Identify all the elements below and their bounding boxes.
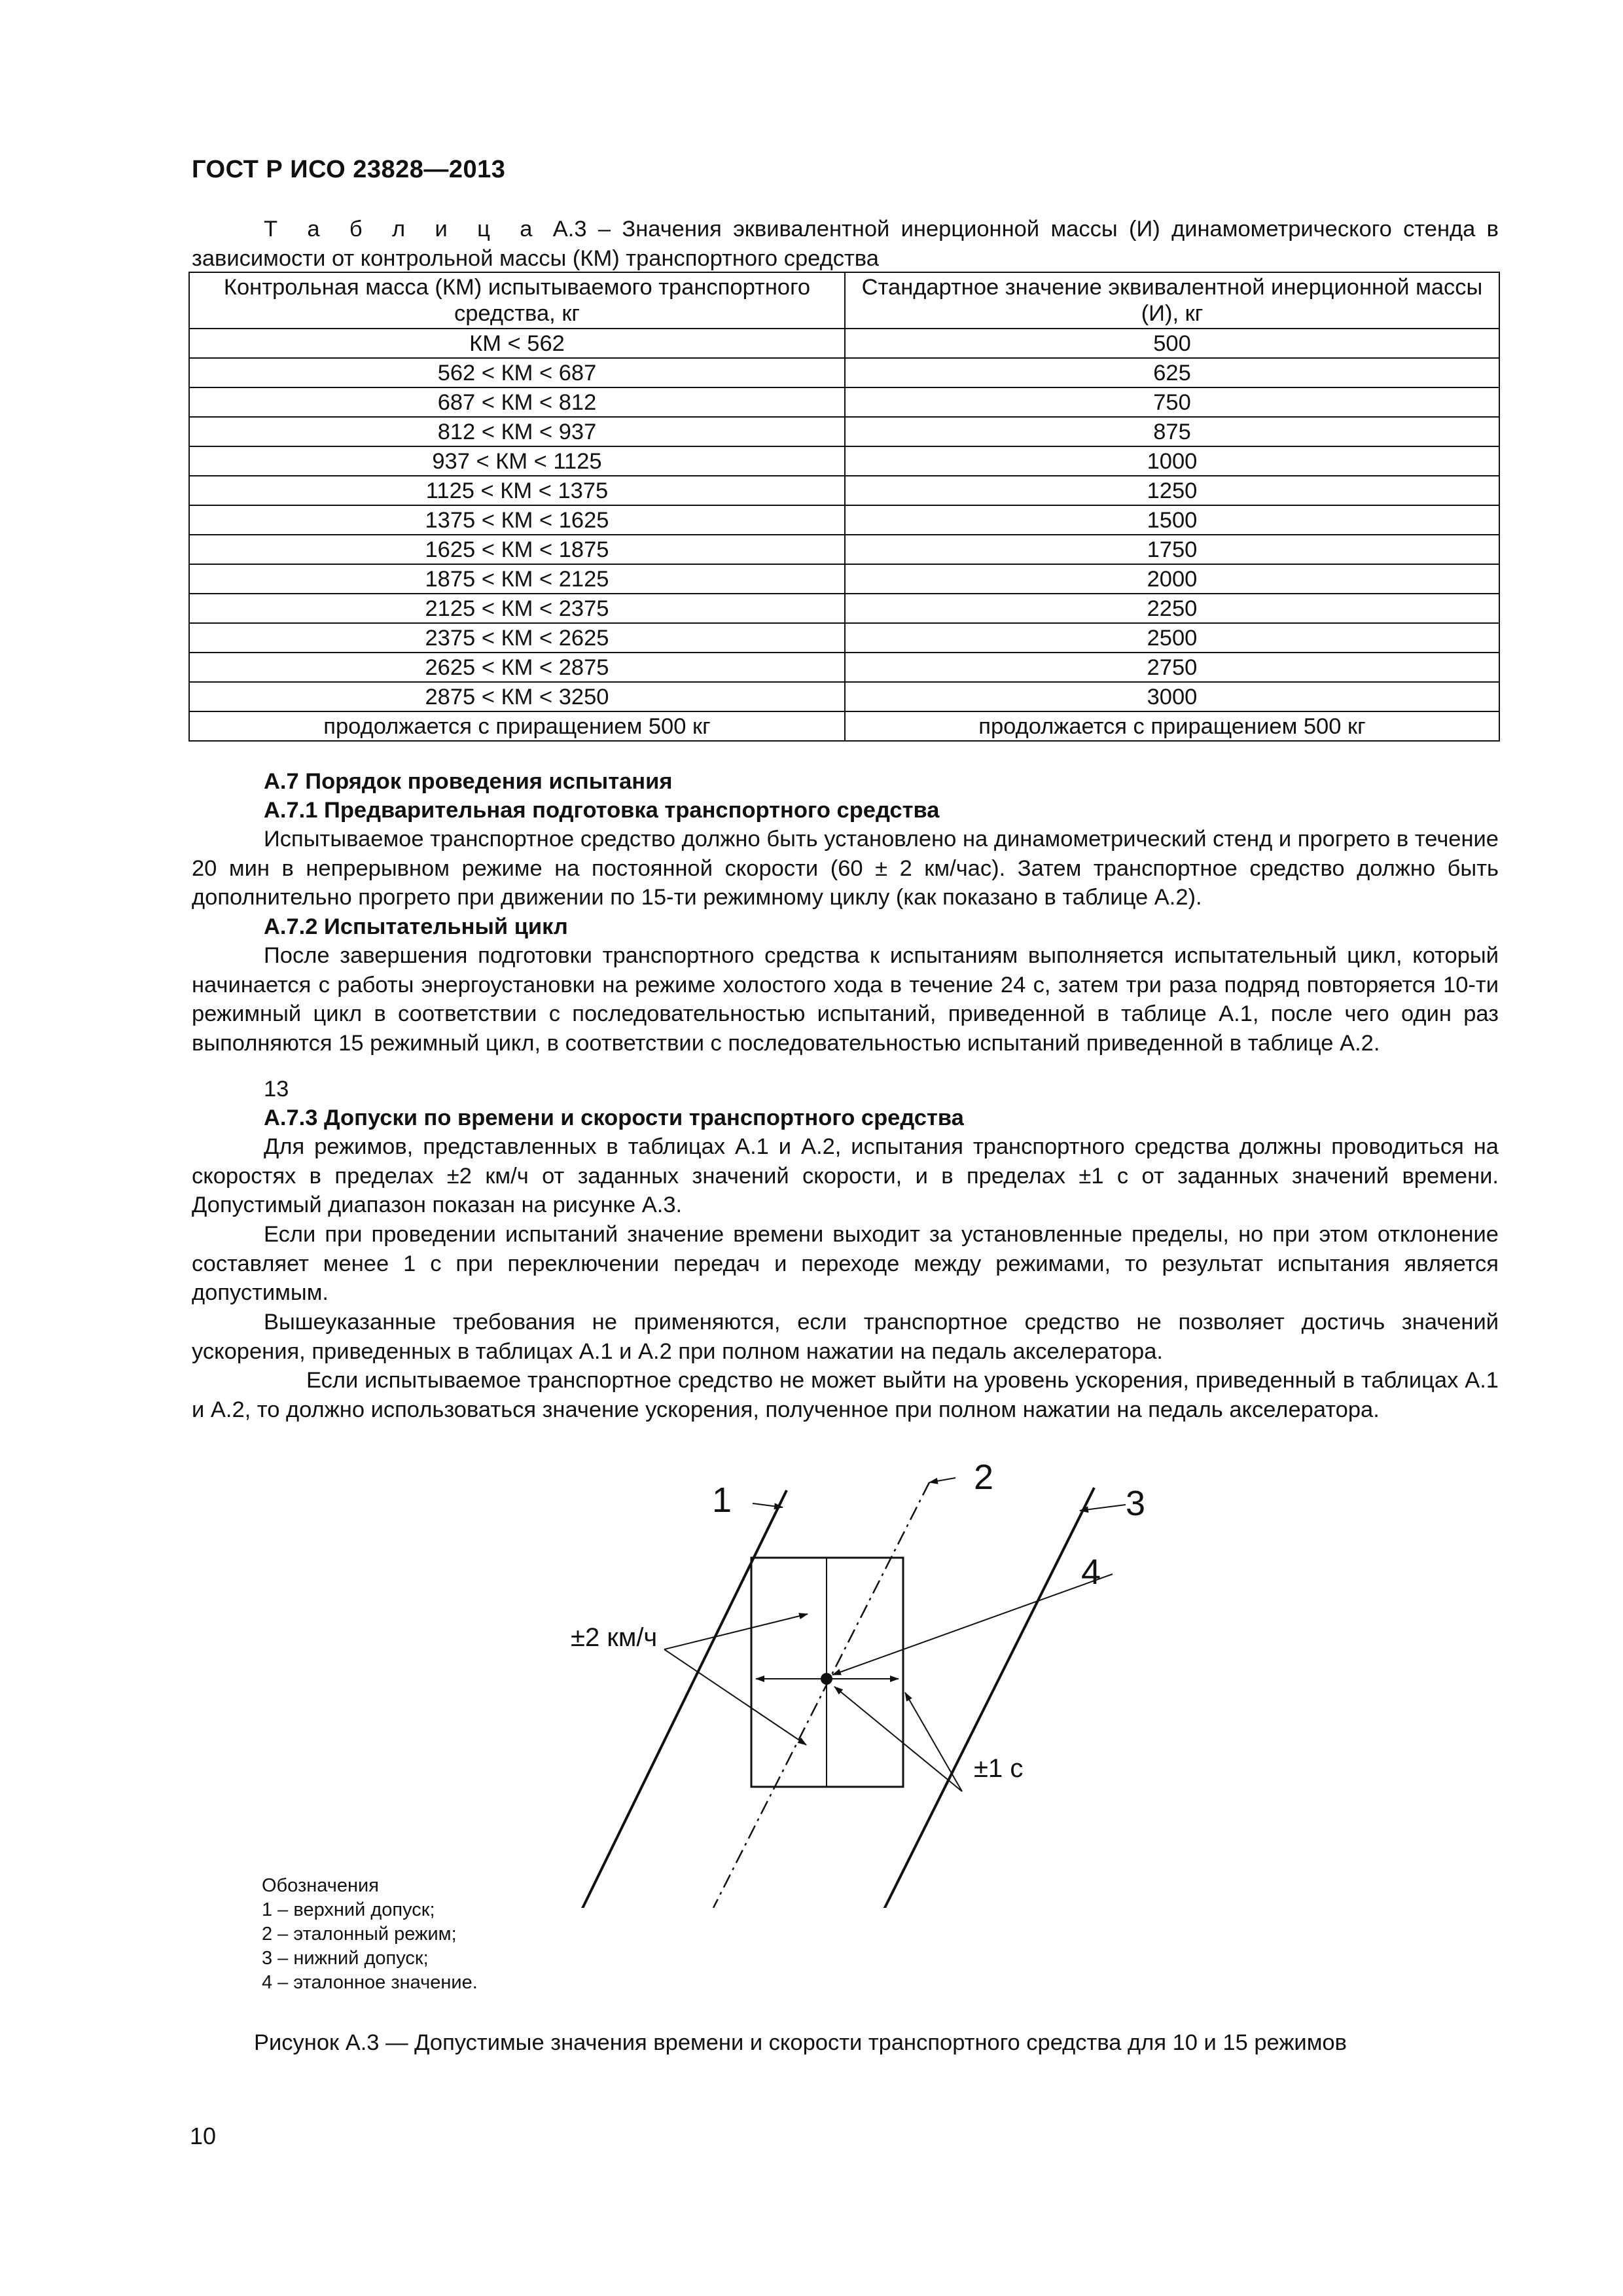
document-code: ГОСТ Р ИСО 23828—2013	[192, 156, 506, 183]
table-row	[189, 535, 1499, 564]
section-a71-text: Испытываемое транспортное средство должно быть установлено на динамометрический стенд и прогрето в течение 20 мин в непрерывном режиме на постоянной скорости (60 ± 2 км/час). Затем транспортное средство должно быть дополнительно прогрето при движении по 15-ти режимному циклу (как показано в таблице А.2).	[192, 827, 1499, 910]
section-a71-heading: А.7.1 Предварительная подготовка транспортного средства	[264, 798, 940, 823]
table-row	[189, 653, 1499, 682]
table-row	[189, 594, 1499, 623]
section-a73-paragraph-4: Если испытываемое транспортное средство не может выйти на уровень ускорения, приведенный в таблицах А.1 и А.2, то должно использоваться значение ускорения, полученное при полном нажатии на педаль акселератора.	[192, 1368, 1499, 1422]
section-a73-paragraph-1: Для режимов, представленных в таблицах А.1 и А.2, испытания транспортного средства должны проводиться на скоростях в пределах ±2 км/ч от заданных значений скорости, и в пределах ±1 с от заданных значений времени. Допустимый диапазон показан на рисунке А.3.	[192, 1134, 1499, 1217]
figure-legend-item: 2 – эталонный режим;	[262, 1924, 457, 1945]
table-row	[189, 417, 1499, 446]
section-a72-text: После завершения подготовки транспортного средства к испытаниям выполняется испытательный цикл, который начинается с работы энергоустановки на режиме холостого хода в течение 24 с, затем три раза подряд повторяется 10-ти режимный цикл в соответствии с последовательностью испытаний, приведенной в таблице А.1, после чего один раз выполняются 15 режимный цикл, в соответствии с последовательностью испытаний приведенной в таблице А.2.	[192, 943, 1499, 1056]
table-cell: 2250	[845, 594, 1499, 623]
time-tolerance-leader-right	[905, 1693, 962, 1791]
figure-label-3: 3	[1126, 1484, 1146, 1523]
section-a73-paragraph-3: Вышеуказанные требования не применяются, если транспортное средство не позволяет достичь значений ускорения, приведенных в таблицах А.1 и А.2 при полном нажатии на педаль акселератора.	[192, 1310, 1499, 1364]
reference-point-marker	[821, 1673, 832, 1685]
figure-legend-item: 3 – нижний допуск;	[262, 1948, 429, 1969]
time-tolerance-leader-left	[834, 1687, 962, 1791]
table-cell: КМ < 562	[189, 329, 845, 358]
table-cell: 2750	[845, 653, 1499, 682]
table-row	[189, 682, 1499, 711]
table-cell: продолжается с приращением 500 кг	[189, 711, 845, 741]
table-header-cell: Стандартное значение эквивалентной инерционной массы (И), кг	[845, 272, 1499, 329]
table-cell: 1250	[845, 476, 1499, 505]
figure-label-1: 1	[712, 1480, 732, 1520]
page-number: 10	[190, 2123, 217, 2149]
table-cell: 1125 < КМ < 1375	[189, 476, 845, 505]
table-cell: 2875 < КМ < 3250	[189, 682, 845, 711]
time-tolerance-label: ±1 с	[974, 1754, 1024, 1783]
table-cell: 2375 < КМ < 2625	[189, 623, 845, 653]
table-header-cell: Контрольная масса (КМ) испытываемого транспортного средства, кг	[189, 272, 845, 329]
inertia-mass-table	[188, 272, 1500, 742]
table-row	[189, 446, 1499, 476]
table-row	[189, 387, 1499, 417]
upper-tolerance-line	[563, 1490, 787, 1908]
figure-caption: Рисунок А.3 — Допустимые значения времени и скорости транспортного средства для 10 и 15 режимов	[254, 2030, 1347, 2055]
section-a73-paragraph-2: Если при проведении испытаний значение времени выходит за установленные пределы, но при этом отклонение составляет менее 1 с при переключении передач и переходе между режимами, то результат испытания является допустимым.	[192, 1222, 1499, 1305]
table-row	[189, 564, 1499, 594]
section-a7-heading: А.7 Порядок проведения испытания	[264, 769, 673, 794]
table-row	[189, 505, 1499, 535]
label-2-leader	[929, 1478, 955, 1482]
table-caption	[192, 215, 1499, 273]
section-a73-heading: А.7.3 Допуски по времени и скорости транспортного средства	[264, 1105, 964, 1130]
table-cell: 562 < КМ < 687	[189, 358, 845, 387]
table-cell: 1750	[845, 535, 1499, 564]
table-row	[189, 623, 1499, 653]
table-cell: 812 < КМ < 937	[189, 417, 845, 446]
figure-label-4: 4	[1081, 1552, 1101, 1592]
figure-legend-title: Обозначения	[262, 1875, 379, 1896]
table-cell: 625	[845, 358, 1499, 387]
table-cell: 1875 < КМ < 2125	[189, 564, 845, 594]
table-cell: 1625 < КМ < 1875	[189, 535, 845, 564]
speed-tolerance-leader-top	[664, 1614, 808, 1649]
table-cell: 875	[845, 417, 1499, 446]
table-cell: 2000	[845, 564, 1499, 594]
table-caption-label: Т а б л и ц а	[264, 217, 542, 242]
table-cell: 1375 < КМ < 1625	[189, 505, 845, 535]
speed-tolerance-label: ±2 км/ч	[571, 1623, 658, 1652]
table-row	[189, 329, 1499, 358]
reference-mode-line	[713, 1482, 929, 1908]
stray-page-number: 13	[264, 1077, 289, 1102]
table-row	[189, 476, 1499, 505]
figure-label-2: 2	[974, 1458, 994, 1497]
figure-legend-item: 4 – эталонное значение.	[262, 1972, 478, 1993]
table-cell: 2500	[845, 623, 1499, 653]
table-cell: 750	[845, 387, 1499, 417]
table-cell: 2125 < КМ < 2375	[189, 594, 845, 623]
figure-legend-item: 1 – верхний допуск;	[262, 1899, 435, 1920]
table-cell: 1500	[845, 505, 1499, 535]
table-cell: 937 < КМ < 1125	[189, 446, 845, 476]
table-cell: продолжается с приращением 500 кг	[845, 711, 1499, 741]
table-cell: 2625 < КМ < 2875	[189, 653, 845, 682]
table-cell: 500	[845, 329, 1499, 358]
table-row	[189, 711, 1499, 741]
tolerance-diagram	[537, 1450, 1191, 1908]
table-header-row	[189, 272, 1499, 329]
table-cell: 687 < КМ < 812	[189, 387, 845, 417]
table-row	[189, 358, 1499, 387]
table-cell: 3000	[845, 682, 1499, 711]
section-a72-heading: А.7.2 Испытательный цикл	[264, 914, 568, 939]
table-cell: 1000	[845, 446, 1499, 476]
table-caption-text: А.3 – Значения эквивалентной инерционной массы (И) динамометрического стенда в зависимости от контрольной массы (КМ) транспортного средства	[192, 217, 1499, 271]
